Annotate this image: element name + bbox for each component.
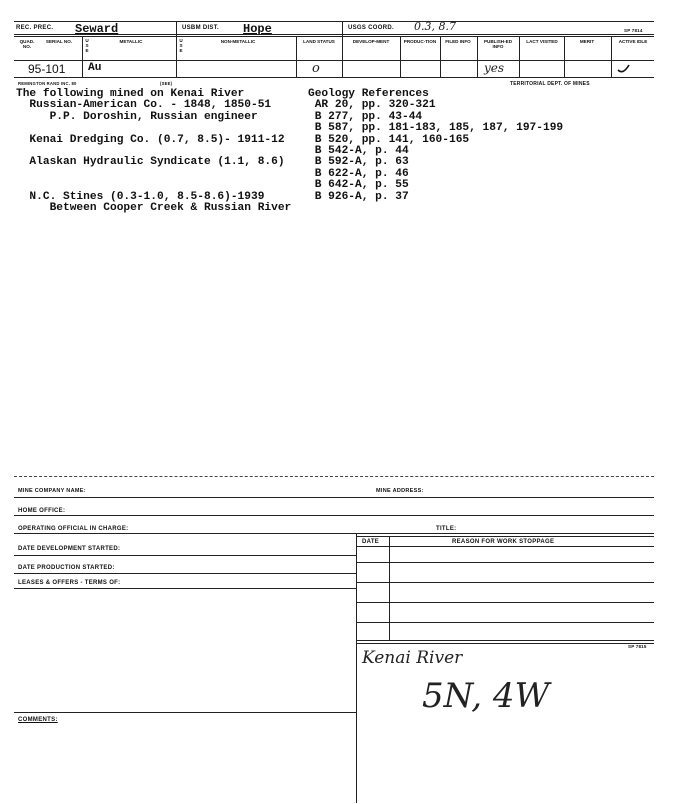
- body-left-line: P.P. Doroshin, Russian engineer: [16, 110, 258, 123]
- handwritten-kenai-river: Kenai River: [362, 648, 463, 668]
- home-office-rule: [14, 515, 654, 516]
- date-production-started-label: DATE PRODUCTION STARTED:: [18, 565, 115, 571]
- col-production: PRODUC-TION: [403, 39, 437, 44]
- reason-for-work-stoppage-label: REASON FOR WORK STOPPAGE: [452, 539, 555, 545]
- col-active-idle: ACTIVE IDLE: [618, 39, 648, 44]
- stoppage-row-rule-1: [356, 562, 654, 563]
- quad-serial-value: 95-101: [28, 62, 66, 76]
- rec-prec-label: REC. PREC.: [16, 25, 54, 31]
- geology-ref-line: B 587, pp. 181-183, 185, 187, 197-199: [308, 122, 564, 135]
- date-column-divider: [389, 536, 390, 640]
- active-check-mark: [614, 62, 634, 76]
- date-development-rule: [14, 555, 356, 556]
- mine-company-name-label: MINE COMPANY NAME:: [18, 488, 86, 494]
- territorial-dept: TERRITORIAL DEPT. OF MINES: [510, 81, 590, 87]
- metallic-value: Au: [88, 62, 102, 74]
- col-divider-a: [82, 36, 83, 77]
- header-divider-2: [342, 21, 343, 77]
- usbm-dist-value: Hope: [243, 22, 272, 36]
- header-row-bottom-rule: [14, 77, 654, 78]
- rec-prec-value: Seward: [75, 22, 119, 36]
- date-production-rule: [14, 573, 356, 574]
- geology-ref-line: B 642-A, p. 55: [308, 179, 409, 192]
- title-label: TITLE:: [436, 526, 457, 532]
- comments-label: COMMENTS:: [18, 717, 58, 723]
- usgs-coord-label: USGS COORD.: [348, 25, 394, 31]
- lower-center-vertical: [356, 533, 357, 803]
- stoppage-row-rule-5: [356, 640, 654, 641]
- body-left-line: The following mined on Kenai River: [16, 88, 245, 100]
- handwritten-township: 5N, 4W: [422, 676, 550, 716]
- mine-address-label: MINE ADDRESS:: [376, 488, 424, 494]
- body-left-line: Russian-American Co. - 1848, 1850-51: [16, 99, 272, 112]
- geology-ref-line: B 277, pp. 43-44: [308, 110, 423, 123]
- body-left-line: [16, 180, 291, 191]
- col-last-visited: LACT VISITED: [526, 39, 558, 44]
- col-land-status: LAND STATUS: [303, 39, 335, 44]
- geology-ref-line: B 542-A, p. 44: [308, 145, 409, 158]
- stoppage-row-rule-4: [356, 622, 654, 623]
- date-header-bottom-rule: [356, 546, 654, 547]
- printer-note: REMINGTON RAND INC. 80: [18, 81, 77, 86]
- form-number-bottom: SP 7815: [628, 644, 647, 649]
- body-right-column: [308, 89, 563, 203]
- header-row-top-rule: [14, 60, 654, 61]
- stoppage-row-rule-6: [356, 643, 654, 644]
- stoppage-row-rule-3: [356, 602, 654, 603]
- published-value: yes: [484, 61, 505, 75]
- geology-ref-line: B 592-A, p. 63: [308, 156, 409, 169]
- body-left-line: Kenai Dredging Co. (0.7, 8.5)- 1911-12: [16, 133, 285, 146]
- geology-ref-line: Geology References: [308, 88, 429, 100]
- date-development-started-label: DATE DEVELOPMENT STARTED:: [18, 546, 121, 552]
- col-serial-no: SERIAL NO.: [45, 39, 73, 44]
- col-merit: MERIT: [579, 39, 595, 44]
- leases-offers-label: LEASES & OFFERS - TERMS OF:: [18, 580, 121, 586]
- geology-ref-line: AR 20, pp. 320-321: [308, 99, 436, 112]
- date-header-top-rule: [356, 536, 654, 537]
- leases-offers-rule: [14, 588, 356, 589]
- operating-official-rule: [14, 533, 654, 534]
- date-label: DATE: [362, 539, 380, 545]
- geology-ref-line: B 926-A, p. 37: [308, 190, 409, 203]
- col-published-info: PUBLISH-ED INFO: [483, 39, 513, 49]
- body-left-line: Between Cooper Creek & Russian River: [16, 202, 292, 214]
- body-left-line: Alaskan Hydraulic Syndicate (1.1, 8.6): [16, 156, 285, 169]
- operating-official-label: OPERATING OFFICIAL IN CHARGE:: [18, 526, 129, 532]
- col-metallic: METALLIC: [119, 39, 143, 44]
- col-development: DEVELOP-MENT: [352, 39, 390, 44]
- lower-top-dashed-rule: [14, 476, 654, 477]
- usgs-coord-value: 0.3, 8.7: [414, 20, 456, 33]
- col-use-left: U S E: [85, 38, 89, 53]
- comments-top-rule: [14, 712, 356, 713]
- see-marks: (SEE): [160, 81, 173, 86]
- body-left-line: [16, 123, 291, 134]
- col-non-metallic: NON-METALLIC: [220, 39, 256, 44]
- col-divider-c: [296, 36, 297, 77]
- col-quad-no: QUAD. NO.: [19, 39, 35, 49]
- col-use-right: U S E: [179, 38, 183, 53]
- header-mid-rule-2: [14, 36, 654, 37]
- body-left-line: [16, 169, 291, 180]
- geology-ref-line: B 622-A, p. 46: [308, 167, 409, 180]
- col-divider-b: [176, 36, 177, 77]
- usbm-dist-label: USBM DIST.: [182, 25, 220, 31]
- body-left-line: N.C. Stines (0.3-1.0, 8.5-8.6)-1939: [16, 190, 265, 203]
- mine-company-rule: [14, 497, 654, 498]
- form-number-top: SP 7814: [624, 28, 643, 33]
- home-office-label: HOME OFFICE:: [18, 508, 66, 514]
- land-status-value: o: [312, 61, 320, 76]
- col-filed-info: FILED INFO: [445, 39, 471, 44]
- body-left-column: [16, 89, 291, 214]
- geology-ref-line: B 520, pp. 141, 160-165: [308, 133, 470, 146]
- stoppage-row-rule-2: [356, 582, 654, 583]
